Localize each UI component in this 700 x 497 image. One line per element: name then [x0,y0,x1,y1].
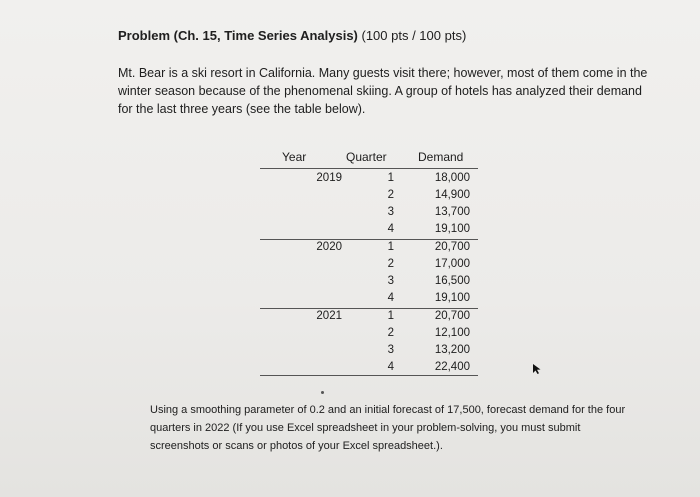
quarter-cell: 3 [387,344,394,356]
demand-cell: 16,500 [434,275,470,287]
year-cell: 2020 [316,241,342,253]
demand-cell: 20,700 [434,310,470,322]
group-rule [260,308,478,309]
header-year: Year [282,150,307,164]
header-quarter: Quarter [346,150,387,164]
table-bottom-rule [260,375,478,376]
problem-title-bold: Problem (Ch. 15, Time Series Analysis) [118,28,358,43]
quarter-cell: 4 [387,361,394,373]
quarter-cell: 2 [387,258,394,270]
quarter-cell: 1 [387,310,394,322]
quarter-cell: 3 [387,275,394,287]
problem-intro: Mt. Bear is a ski resort in California. Many guests visit there; however, most of them come in the winter season because of the phenomenal skiing. A group of hotels has analyzed their demand for the last three years (see the table below). [118,66,648,116]
stray-dot [321,391,324,394]
demand-cell: 13,200 [434,344,470,356]
year-cell: 2021 [316,310,342,322]
quarter-cell: 2 [387,189,394,201]
quarter-cell: 4 [387,292,394,304]
demand-cell: 17,000 [434,258,470,270]
problem-question: Using a smoothing parameter of 0.2 and an initial forecast of 17,500, forecast demand for the four quarters in 2022 (If you use Excel spreadsheet in your problem-solving, you must submit screenshots or scans or photos of your Excel spreadsheet.). [150,404,626,452]
demand-cell: 19,100 [434,223,470,235]
problem-title [118,28,466,43]
mouse-cursor-icon [532,363,542,375]
header-demand: Demand [418,150,464,164]
quarter-cell: 1 [387,172,394,184]
problem-points: (100 pts / 100 pts) [357,28,467,43]
quarter-cell: 4 [387,223,394,235]
demand-cell: 22,400 [434,361,470,373]
demand-cell: 12,100 [434,327,470,339]
demand-cell: 13,700 [434,206,470,218]
year-cell: 2019 [316,172,342,184]
header-rule [260,168,478,169]
demand-table [260,150,478,376]
demand-cell: 14,900 [434,189,470,201]
quarter-cell: 3 [387,206,394,218]
demand-cell: 18,000 [434,172,470,184]
group-rule [260,239,478,240]
quarter-cell: 1 [387,241,394,253]
demand-cell: 20,700 [434,241,470,253]
demand-cell: 19,100 [434,292,470,304]
quarter-cell: 2 [387,327,394,339]
